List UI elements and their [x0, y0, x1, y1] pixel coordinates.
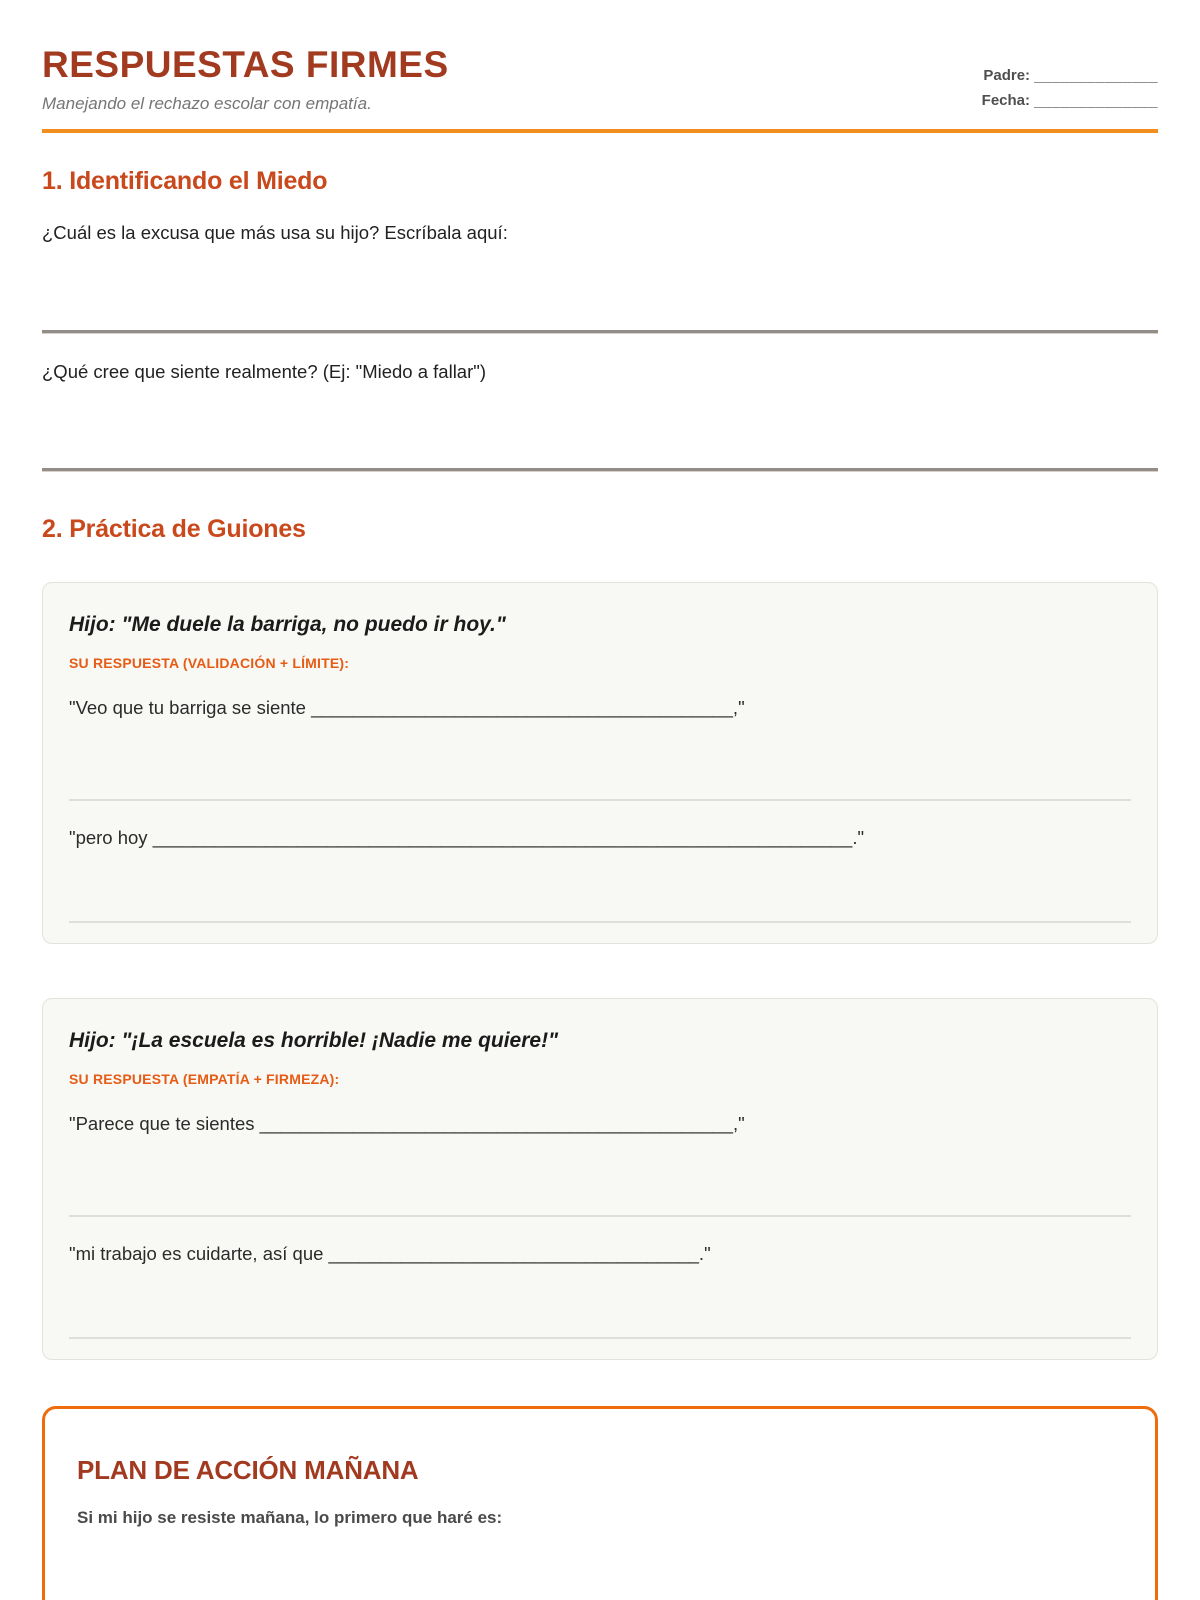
section-1-write-line-2 — [42, 468, 1158, 471]
padre-field — [982, 63, 1158, 89]
section-1-question-1: ¿Cuál es la excusa que más usa su hijo? Escríbala aquí: — [42, 221, 508, 243]
page-subtitle: Manejando el rechazo escolar con empatía. — [42, 93, 372, 113]
section-2-heading: 2. Práctica de Guiones — [42, 514, 306, 543]
page-title: RESPUESTAS FIRMES — [42, 44, 449, 85]
child-quote: Hijo: "Me duele la barriga, no puedo ir hoy." — [69, 612, 506, 636]
fill-line-1 — [69, 1215, 1131, 1217]
plan-prompt: Si mi hijo se resiste mañana, lo primero que haré es: — [77, 1507, 503, 1527]
fecha-label: Fecha: — [981, 92, 1031, 110]
header-title-block — [42, 46, 449, 114]
plan-de-accion-card — [42, 1406, 1158, 1600]
section-1-heading: 1. Identificando el Miedo — [42, 166, 328, 195]
fill-line-2 — [69, 1337, 1131, 1339]
fecha-field — [982, 88, 1158, 114]
plan-heading: PLAN DE ACCIÓN MAÑANA — [77, 1454, 419, 1485]
section-1-write-line-1 — [42, 330, 1158, 333]
fill-line-1 — [69, 799, 1131, 801]
response-label: SU RESPUESTA (VALIDACIÓN + LÍMITE): — [69, 654, 350, 671]
child-quote: Hijo: "¡La escuela es horrible! ¡Nadie me quiere!" — [69, 1028, 559, 1052]
fill-line-2 — [69, 921, 1131, 923]
script-card-escuela — [42, 998, 1158, 1360]
response-prompt-2: "pero hoy ____________________________________________________________________." — [69, 826, 865, 848]
script-card-barriga — [42, 582, 1158, 944]
header — [42, 46, 1158, 114]
fecha-blank-line: ______________ — [1034, 92, 1158, 110]
response-prompt-2: "mi trabajo es cuidarte, así que ____________________________________." — [69, 1242, 711, 1264]
padre-blank-line: ______________ — [1034, 66, 1158, 84]
padre-label: Padre: — [983, 66, 1031, 84]
response-label: SU RESPUESTA (EMPATÍA + FIRMEZA): — [69, 1070, 340, 1087]
header-divider-rule — [42, 129, 1158, 133]
response-prompt-1: "Parece que te sientes ______________________________________________," — [69, 1112, 745, 1134]
response-prompt-1: "Veo que tu barriga se siente _________________________________________," — [69, 696, 745, 718]
header-fields — [982, 63, 1158, 114]
section-1-question-2: ¿Qué cree que siente realmente? (Ej: "Miedo a fallar") — [42, 360, 486, 382]
